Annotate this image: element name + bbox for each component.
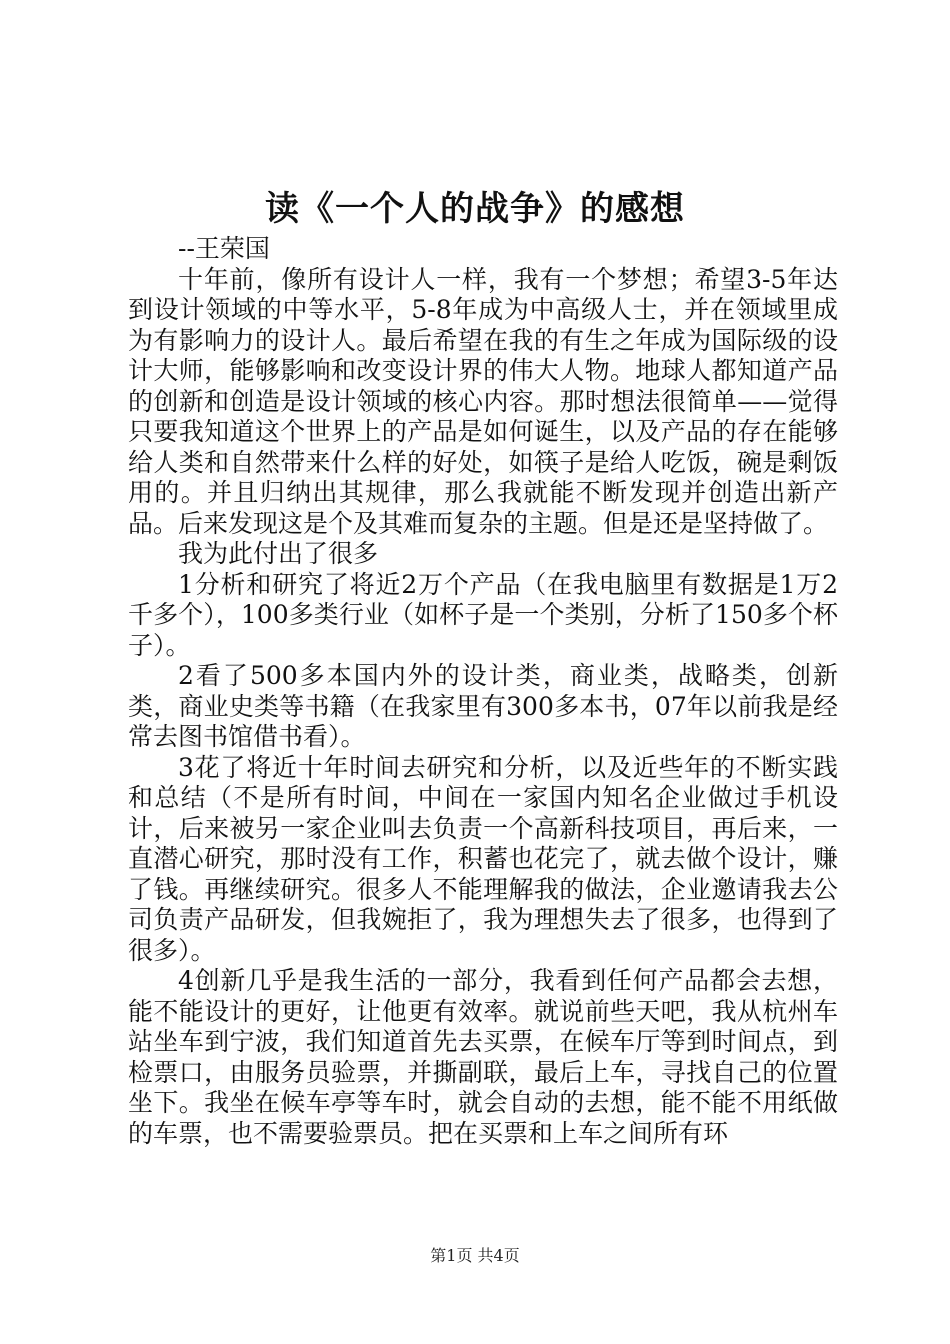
paragraph-item-3: 3花了将近十年时间去研究和分析，以及近些年的不断实践和总结（不是所有时间，中间在一家国内知名企业做过手机设计，后来被另一家企业叫去负责一个高新科技项目，再后来，一直潜心研究，那时没有工作，积蓄也花完了，就去做个设计，赚了钱。再继续研究。很多人不能理解我的做法，企业邀请我去公司负责产品研发，但我婉拒了，我为理想失去了很多，也得到了很多）。 xyxy=(128,752,838,965)
author-line: --王荣国 xyxy=(178,234,270,263)
paragraph-item-1: 1分析和研究了将近2万个产品（在我电脑里有数据是1万2千多个），100多类行业（如杯子是一个类别，分析了150多个杯子）。 xyxy=(128,569,838,660)
paragraph-effort-heading: 我为此付出了很多 xyxy=(178,539,379,568)
document-body xyxy=(128,234,838,1149)
paragraph-item-4: 4创新几乎是我生活的一部分，我看到任何产品都会去想，能不能设计的更好，让他更有效率。就说前些天吧，我从杭州车站坐车到宁波，我们知道首先去买票，在候车厅等到时间点，到检票口，由服务员验票，并撕副联，最后上车，寻找自己的位置坐下。我坐在候车亭等车时，就会自动的去想，能不能不用纸做的车票，也不需要验票员。把在买票和上车之间所有环 xyxy=(128,966,838,1148)
page-number-footer: 第1页 共4页 xyxy=(430,1246,520,1265)
paragraph-intro: 十年前，像所有设计人一样，我有一个梦想；希望3-5年达到设计领域的中等水平，5-8年成为中高级人士，并在领域里成为有影响力的设计人。最后希望在我的有生之年成为国际级的设计大师，能够影响和改变设计界的伟大人物。地球人都知道产品的创新和创造是设计领域的核心内容。那时想法很简单——觉得只要我知道这个世界上的产品是如何诞生，以及产品的存在能够给人类和自然带来什么样的好处，如筷子是给人吃饭，碗是剩饭用的。并且归纳出其规律，那么我就能不断发现并创造出新产品。后来发现这是个及其难而复杂的主题。但是还是坚持做了。 xyxy=(128,264,838,538)
document-title: 读《一个人的战争》的感想 xyxy=(265,189,685,229)
paragraph-item-2: 2看了500多本国内外的设计类，商业类，战略类，创新类，商业史类等书籍（在我家里有300多本书，07年以前我是经常去图书馆借书看）。 xyxy=(128,661,838,751)
